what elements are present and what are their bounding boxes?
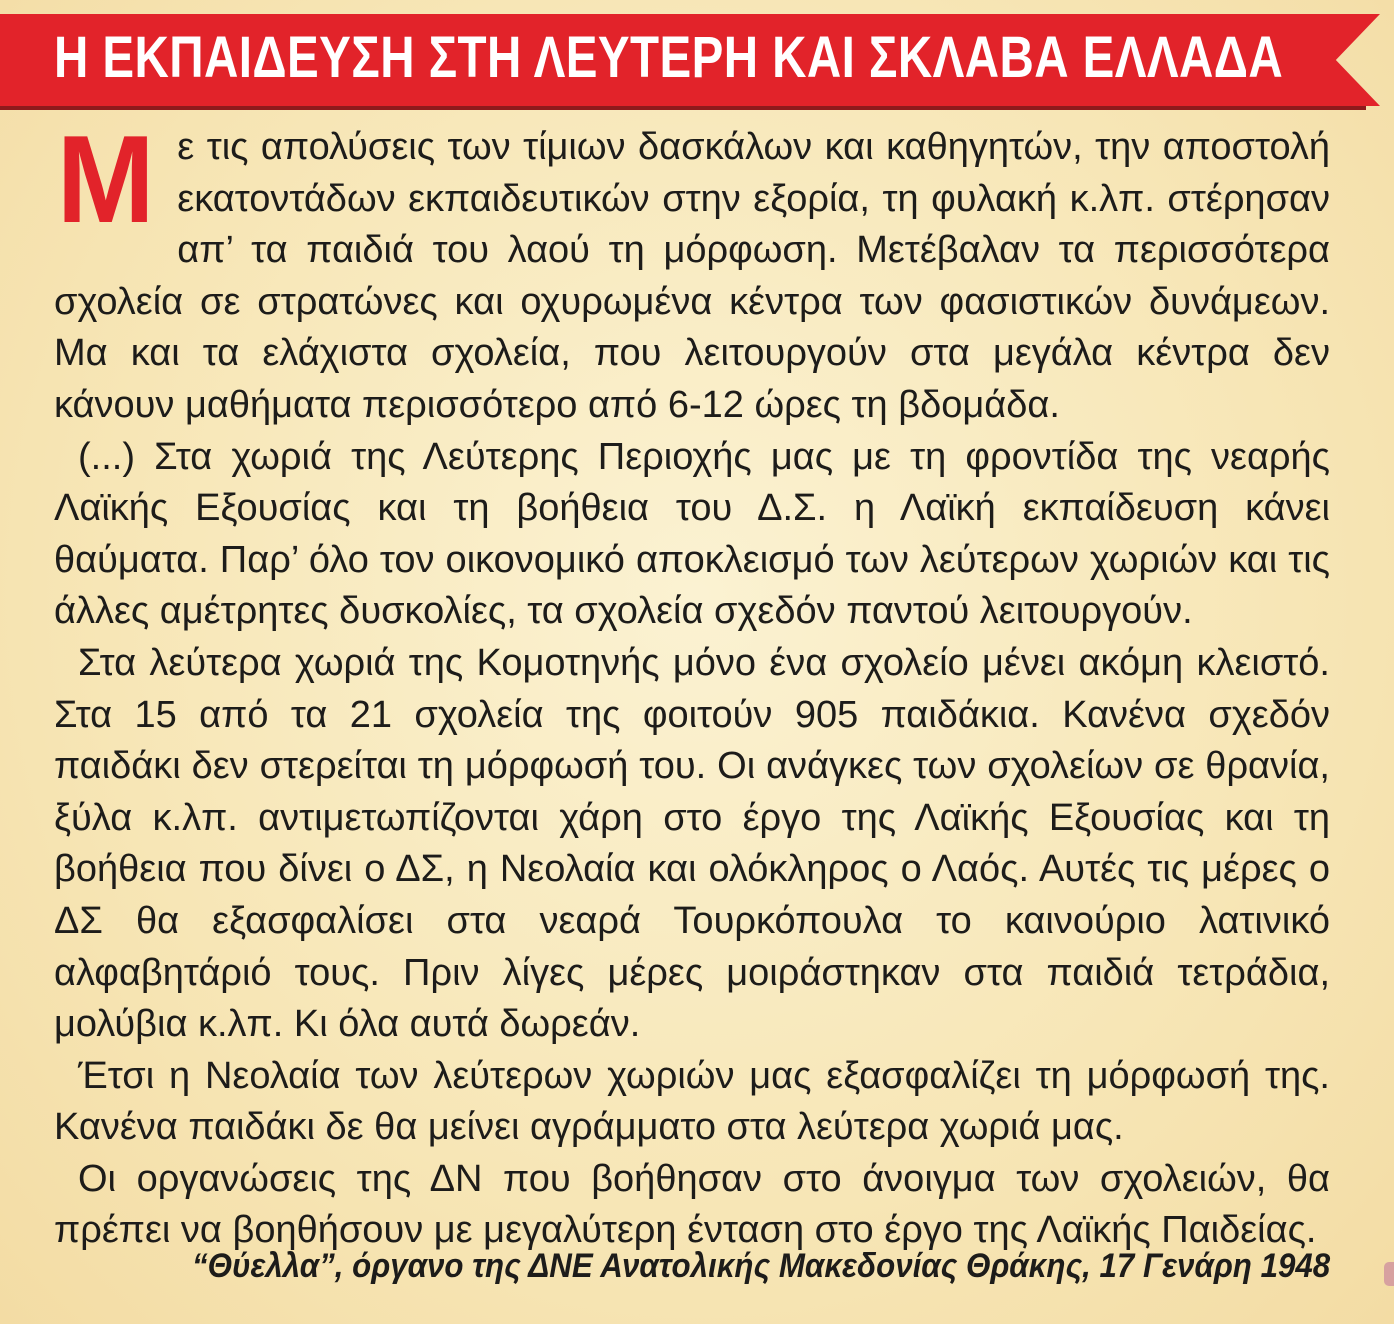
article-paragraph-1 [54, 111, 1330, 432]
article-paragraph-5: Οι οργανώσεις της ΔΝ που βοήθησαν στο άνοιγμα των σχολειών, θα πρέπει να βοηθήσουν με μεγαλύτερη ένταση στο έργο της Λαϊκής Παιδείας. [54, 1157, 1330, 1252]
article-title: Η ΕΚΠΑΙΔΕΥΣΗ ΣΤΗ ΛΕΥΤΕΡΗ ΚΑΙ ΣΚΛΑΒΑ ΕΛΛΑΔΑ [54, 25, 1284, 90]
paragraph-text: ε τις απολύσεις των τίμιων δασκάλων και καθηγητών, την αποστολή εκατοντάδων εκπαιδευτικών στην εξορία, τη φυλακή κ.λπ. στέρησαν απ’ τα παιδιά του λαού τη μόρφωση. Μετέβαλαν τα περισσότερα σχολεία σε στρατώνες και οχυρωμένα κέντρα των φασιστικών δυνάμεων. Μα και τα ελάχιστα σχολεία, που λειτουργούν στα μεγάλα κέντρα δεν κάνουν μαθήματα περισσότερο από 6-12 ώρες τη βδομάδα. [54, 126, 1330, 426]
source-citation: “Θύελλα”, όργανο της ΔΝΕ Ανατολικής Μακεδονίας Θράκης, 17 Γενάρη 1948 [191, 1247, 1330, 1285]
article-paragraph-3: Στα λεύτερα χωριά της Κομοτηνής μόνο ένα σχολείο μένει ακόμη κλειστό. Στα 15 από τα 21 σχολεία της φοιτούν 905 παιδάκια. Κανένα σχεδόν παιδάκι δεν στερείται τη μόρφωσή του. Οι ανάγκες των σχολείων σε θρανία, ξύλα κ.λπ. αντιμετωπίζονται χάρη στο έργο της Λαϊκής Εξουσίας και τη βοήθεια που δίνει ο ΔΣ, η Νεολαία και ολόκληρος ο Λαός. Αυτές τις μέρες ο ΔΣ θα εξασφαλίσει στα νεαρά Τουρκόπουλα το καινούριο λατινικό αλφαβητάριό τους. Πριν λίγες μέρες μοιράστηκαν στα παιδιά τετράδια, μολύβια κ.λπ. Κι όλα αυτά δωρεάν. [54, 641, 1330, 1046]
article-paragraph-4: Έτσι η Νεολαία των λεύτερων χωριών μας εξασφαλίζει τη μόρφωσή της. Κανένα παιδάκι δε θα μείνει αγράμματο στα λεύτερα χωριά μας. [54, 1054, 1330, 1149]
page-edge-marker [1384, 1262, 1394, 1286]
article-paragraph-2: (...) Στα χωριά της Λεύτερης Περιοχής μας με τη φροντίδα της νεαρής Λαϊκής Εξουσίας και τη βοήθεια του Δ.Σ. η Λαϊκή εκπαίδευση κάνει θαύματα. Παρ’ όλο τον οικονομικό αποκλεισμό των λεύτερων χωριών και τις άλλες αμέτρητες δυσκολίες, τα σχολεία σχεδόν παντού λειτουργούν. [54, 435, 1330, 633]
article-body [54, 111, 1330, 1257]
drop-cap: Μ [56, 111, 155, 249]
